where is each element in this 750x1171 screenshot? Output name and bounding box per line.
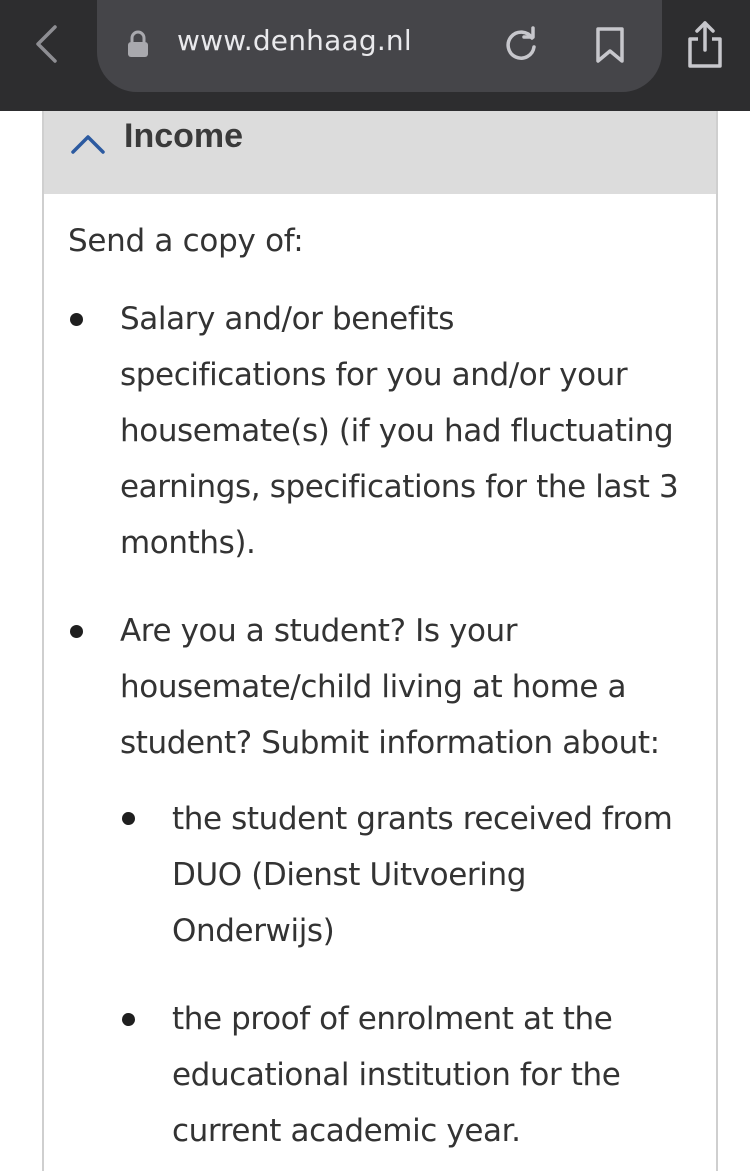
back-button[interactable] xyxy=(28,24,64,64)
lock-icon xyxy=(127,30,149,62)
reload-icon[interactable] xyxy=(502,26,540,68)
bookmark-icon[interactable] xyxy=(595,26,625,68)
list-item-line: Are you a student? Is your xyxy=(120,613,518,649)
intro-text: Send a copy of: xyxy=(68,223,304,259)
chevron-left-icon xyxy=(33,24,59,64)
browser-toolbar xyxy=(0,0,750,111)
list-item-line: housemate/child living at home a xyxy=(120,669,627,705)
address-bar[interactable] xyxy=(97,0,662,92)
sub-list-item-line: Onderwijs) xyxy=(172,913,335,949)
accordion-title: Income xyxy=(124,117,244,155)
bullet-icon xyxy=(122,1013,135,1026)
bullet-icon xyxy=(70,625,83,638)
share-icon[interactable] xyxy=(686,20,724,74)
bullet-icon xyxy=(122,812,135,825)
url-text[interactable]: www.denhaag.nl xyxy=(177,24,412,57)
list-item-line: student? Submit information about: xyxy=(120,725,660,761)
list-item-line: specifications for you and/or your xyxy=(120,357,628,393)
bullet-icon xyxy=(70,313,83,326)
sub-list-item-line: the student grants received from xyxy=(172,801,673,837)
list-item-line: months). xyxy=(120,525,256,561)
list-item-line: housemate(s) (if you had fluctuating xyxy=(120,413,674,449)
accordion-header[interactable] xyxy=(44,111,716,194)
sub-list-item-line: educational institution for the xyxy=(172,1057,621,1093)
chevron-up-icon xyxy=(70,131,106,159)
sub-list-item-line: current academic year. xyxy=(172,1113,521,1149)
list-item-line: earnings, specifications for the last 3 xyxy=(120,469,679,505)
list-item-line: Salary and/or benefits xyxy=(120,301,455,337)
sub-list-item-line: DUO (Dienst Uitvoering xyxy=(172,857,526,893)
income-accordion xyxy=(42,111,718,1171)
sub-list-item-line: the proof of enrolment at the xyxy=(172,1001,613,1037)
